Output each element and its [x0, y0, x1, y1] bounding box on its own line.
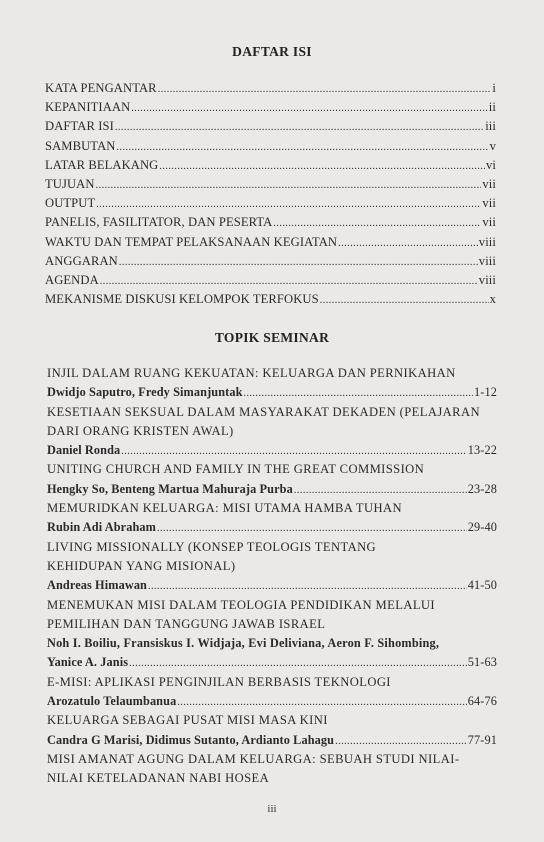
dot-leader	[177, 697, 466, 708]
article-pages: 29-40	[467, 520, 497, 535]
article-authors-row	[47, 385, 497, 404]
article-authors: Daniel Ronda	[47, 443, 121, 458]
article-title-line: MENEMUKAN MISI DALAM TEOLOGIA PENDIDIKAN MELALUI	[47, 597, 436, 612]
article-pages: 77-91	[467, 732, 497, 747]
toc-entry-title: MEKANISME DISKUSI KELOMPOK TERFOKUS	[45, 292, 319, 307]
article-authors-row	[47, 655, 497, 674]
dot-leader	[116, 142, 488, 153]
toc-entry	[45, 100, 496, 119]
seminar-article	[47, 366, 497, 405]
dot-leader	[129, 658, 467, 669]
article-title-line: MEMURIDKAN KELUARGA: MISI UTAMA HAMBA TUHAN	[47, 501, 402, 516]
article-authors-row	[47, 520, 497, 539]
article-authors: Hengky So, Benteng Martua Mahuraja Purba	[47, 481, 293, 496]
dot-leader	[119, 257, 478, 268]
article-authors-row	[47, 578, 497, 597]
toc-entry-page: v	[489, 138, 496, 153]
toc-entry-title: OUTPUT	[45, 196, 96, 211]
toc-entry-page: iii	[485, 119, 496, 134]
seminar-article	[47, 752, 497, 791]
article-title-line: UNITING CHURCH AND FAMILY IN THE GREAT COMMISSION	[47, 462, 425, 477]
toc-entry	[45, 139, 496, 158]
toc-entry	[45, 235, 496, 254]
toc-entry-title: WAKTU DAN TEMPAT PELAKSANAAN KEGIATAN	[45, 234, 338, 249]
seminar-article	[47, 501, 497, 540]
article-authors: Rubin Adi Abraham	[47, 520, 156, 535]
toc-entry	[45, 177, 496, 196]
article-authors: Yanice A. Janis	[47, 655, 129, 670]
article-title-line: KELUARGA SEBAGAI PUSAT MISI MASA KINI	[47, 713, 328, 728]
seminar-article	[47, 675, 497, 714]
toc-heading: DAFTAR ISI	[232, 44, 312, 59]
dot-leader	[131, 103, 488, 114]
article-authors: Arozatulo Telaumbanua	[47, 694, 177, 709]
toc-entry	[45, 119, 496, 138]
article-pages: 1-12	[474, 385, 497, 400]
article-title-line: LIVING MISSIONALLY (KONSEP TEOLOGIS TENTANG	[47, 539, 377, 554]
article-authors: Andreas Himawan	[47, 578, 148, 593]
dot-leader	[96, 180, 482, 191]
dot-leader	[244, 388, 474, 399]
dot-leader	[294, 485, 467, 496]
article-authors-row	[47, 694, 497, 713]
dot-leader	[158, 84, 492, 95]
toc-entry-page: vii	[482, 196, 496, 211]
article-pages: 23-28	[467, 481, 497, 496]
toc-entry-page: vi	[486, 157, 496, 172]
article-authors-row	[47, 443, 497, 462]
toc-entry-title: ANGGARAN	[45, 253, 118, 268]
toc-entry-page: viii	[478, 234, 496, 249]
article-authors-row	[47, 733, 497, 752]
toc-entry	[45, 158, 496, 177]
dot-leader	[115, 122, 484, 133]
article-title-line: MISI AMANAT AGUNG DALAM KELUARGA: SEBUAH STUDI NILAI-	[47, 751, 460, 766]
seminar-heading: TOPIK SEMINAR	[214, 330, 330, 345]
toc-entry-title: KATA PENGANTAR	[45, 81, 157, 95]
article-pages: 64-76	[467, 694, 497, 709]
seminar-article	[47, 462, 497, 501]
toc-entry	[45, 273, 496, 292]
article-title-line: INJIL DALAM RUANG KEKUATAN: KELUARGA DAN PERNIKAHAN	[47, 366, 456, 380]
toc-entry	[45, 215, 496, 234]
toc-entry-page: i	[492, 81, 496, 95]
toc-entry-page: viii	[478, 272, 496, 287]
toc-entry	[45, 292, 496, 311]
toc-entry	[45, 81, 496, 100]
toc-entry	[45, 254, 496, 273]
toc-entry-page: ii	[488, 100, 496, 115]
article-authors: Dwidjo Saputro, Fredy Simanjuntak	[47, 385, 243, 400]
toc-list	[45, 81, 496, 311]
toc-entry-title: LATAR BELAKANG	[45, 157, 159, 172]
article-title-line: PEMILIHAN DAN TANGGUNG JAWAB ISRAEL	[47, 616, 326, 631]
dot-leader	[100, 276, 478, 287]
seminar-article	[47, 405, 497, 463]
article-title-line: NILAI KETELADANAN NABI HOSEA	[47, 771, 270, 786]
toc-entry-page: x	[489, 292, 496, 307]
toc-entry-title: PANELIS, FASILITATOR, DAN PESERTA	[45, 215, 273, 230]
dot-leader	[96, 199, 481, 210]
seminar-article	[47, 598, 497, 675]
toc-entry-page: viii	[478, 253, 496, 268]
toc-entry-title: DAFTAR ISI	[45, 119, 114, 134]
seminar-article	[47, 713, 497, 752]
toc-entry	[45, 196, 496, 215]
article-pages: 13-22	[467, 443, 497, 458]
toc-entry-title: AGENDA	[45, 272, 99, 287]
article-authors: Candra G Marisi, Didimus Sutanto, Ardianto Lahagu	[47, 732, 335, 747]
dot-leader	[121, 446, 467, 457]
article-pages: 51-63	[467, 655, 497, 670]
article-title-line: KESETIAAN SEKSUAL DALAM MASYARAKAT DEKADEN (PELAJARAN	[47, 404, 480, 419]
toc-entry-title: SAMBUTAN	[45, 138, 116, 153]
dot-leader	[273, 218, 481, 229]
toc-entry-page: vii	[482, 215, 496, 230]
article-title-line: DARI ORANG KRISTEN AWAL)	[47, 423, 234, 438]
toc-entry-title: TUJUAN	[45, 176, 95, 191]
seminar-article	[47, 540, 497, 598]
dot-leader	[320, 295, 489, 306]
dot-leader	[338, 238, 478, 249]
seminar-list	[47, 366, 497, 791]
article-pages: 41-50	[467, 578, 497, 593]
toc-entry-page: vii	[482, 176, 496, 191]
dot-leader	[157, 523, 467, 534]
page-number: iii	[267, 803, 277, 815]
article-title-line: E-MISI: APLIKASI PENGINJILAN BERBASIS TEKNOLOGI	[47, 674, 391, 689]
article-title-line: KEHIDUPAN YANG MISIONAL)	[47, 558, 236, 573]
dot-leader	[148, 581, 467, 592]
article-authors-line: Noh I. Boiliu, Fransiskus I. Widjaja, Evi Deliviana, Aeron F. Sihombing,	[47, 636, 440, 651]
article-authors-row	[47, 482, 497, 501]
dot-leader	[335, 736, 467, 747]
toc-entry-title: KEPANITIAAN	[45, 100, 131, 115]
dot-leader	[159, 161, 485, 172]
